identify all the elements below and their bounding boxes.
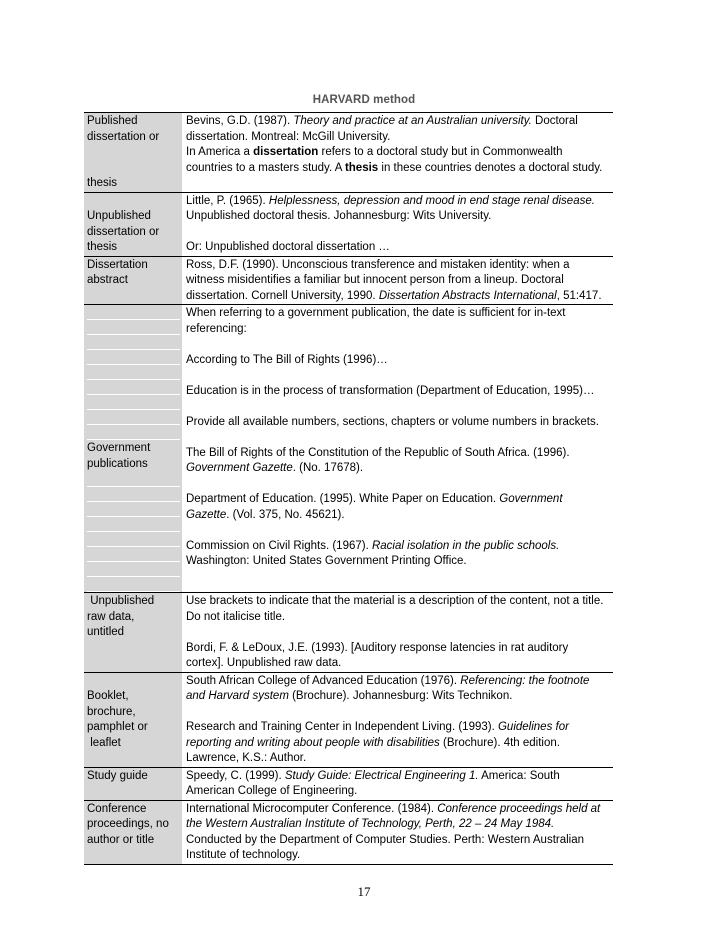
paragraph: When referring to a government publication, the date is sufficient for in-text referencing: [186, 307, 566, 335]
citation: Ross, D.F. (1990). Unconscious transference and mistaken identity: when a witness misidentifies a familiar but innocent person from a lineup. Doctoral dissertation. Cornell University, 1990. Dissertation Abstracts International, 51:417. [186, 258, 602, 302]
row-content [182, 593, 613, 673]
citation: Bordi, F. & LeDoux, J.E. (1993). [Auditory response latencies in rat auditory cortex]. Unpublished raw data. [186, 641, 569, 669]
row-content [182, 767, 613, 800]
row-label [84, 800, 182, 864]
row-label [84, 767, 182, 800]
row-label-text: Conference [87, 802, 147, 815]
row-content [182, 256, 613, 305]
row-label-text: abstract [87, 274, 128, 286]
citation: Department of Education. (1995). White Paper on Education. Government Gazette. (Vol. 375, No. 45621). [186, 493, 563, 521]
row-label-text: Booklet, [87, 690, 129, 702]
row-label-text: Published [87, 115, 138, 127]
citation: Bevins, G.D. (1987). Theory and practice at an Australian university. Doctoral dissertation. Montreal: McGill University. [186, 115, 578, 143]
row-label-text: proceedings, no [87, 818, 169, 830]
row-content [182, 113, 613, 193]
row-label [84, 256, 182, 305]
row-label-text: thesis [87, 241, 118, 253]
row-label-text: publications [87, 457, 148, 470]
row-label [84, 672, 182, 767]
row-label-text: brochure, [87, 705, 136, 718]
row-label-text: raw data, [87, 610, 135, 623]
table-row [84, 593, 613, 673]
note: In America a dissertation refers to a doctoral study but in Commonwealth countries to a masters study. A thesis in these countries denotes a doctoral study. [186, 146, 603, 174]
row-label-text: leaflet [87, 736, 121, 749]
citation: South African College of Advanced Education (1976). Referencing: the footnote and Harvard system (Brochure). Johannesburg: Wits Technikon. [186, 674, 590, 702]
row-label-text: pamphlet or [87, 721, 148, 733]
row-label-text: Unpublished [87, 595, 155, 607]
table-row [84, 113, 613, 193]
row-content [182, 305, 613, 593]
reference-table [84, 112, 613, 865]
row-label [84, 113, 182, 193]
citation: The Bill of Rights of the Constitution of the Republic of South Africa. (1996). Government Gazette. (No. 17678). [186, 446, 570, 474]
paragraph: Provide all available numbers, sections, chapters or volume numbers in brackets. [186, 415, 599, 428]
page-title: HARVARD method [312, 94, 416, 106]
row-label-text: thesis [87, 177, 118, 189]
paragraph: According to The Bill of Rights (1996)… [186, 353, 388, 366]
table-row [84, 192, 613, 256]
row-label-text: Unpublished [87, 210, 151, 222]
citation: Research and Training Center in Independent Living. (1993). Guidelines for reporting and writing about people with disabilities (Brochure). 4th edition. Lawrence, K.S.: Author. [186, 721, 569, 764]
citation: Little, P. (1965). Helplessness, depression and mood in end stage renal disease. Unpublished doctoral thesis. Johannesburg: Wits University. [186, 194, 595, 222]
row-label-text: Government [87, 442, 151, 454]
citation: Speedy, C. (1999). Study Guide: Electrical Engineering 1. America: South American College of Engineering. [186, 769, 560, 797]
row-label-text: untitled [87, 626, 125, 638]
row-label [84, 593, 182, 673]
table-row [84, 800, 613, 864]
row-content [182, 672, 613, 767]
page-number: 17 [357, 884, 371, 899]
row-label-text: author or title [87, 833, 155, 846]
paragraph: Education is in the process of transformation (Department of Education, 1995)… [186, 384, 595, 397]
row-label-text: Dissertation [87, 258, 148, 271]
table-row [84, 256, 613, 305]
citation: International Microcomputer Conference. (1984). Conference proceedings held at the Western Australian Institute of Technology, Perth, 22 – 24 May 1984. Conducted by the Department of Computer Studies. Perth: Western Australian Institute of technology. [186, 802, 601, 861]
table-row [84, 305, 613, 593]
row-label [84, 305, 182, 593]
row-label [84, 192, 182, 256]
table-row [84, 767, 613, 800]
note: Or: Unpublished doctoral dissertation … [186, 241, 390, 253]
row-content [182, 800, 613, 864]
row-label-text: Study guide [87, 769, 148, 782]
row-label-text: dissertation or [87, 130, 160, 143]
row-content [182, 192, 613, 256]
row-label-text: dissertation or [87, 225, 160, 238]
paragraph: Use brackets to indicate that the material is a description of the content, not a title. Do not italicise title. [186, 595, 604, 623]
citation: Commission on Civil Rights. (1967). Racial isolation in the public schools. Washington: United States Government Printing Office. [186, 539, 560, 567]
table-row [84, 672, 613, 767]
